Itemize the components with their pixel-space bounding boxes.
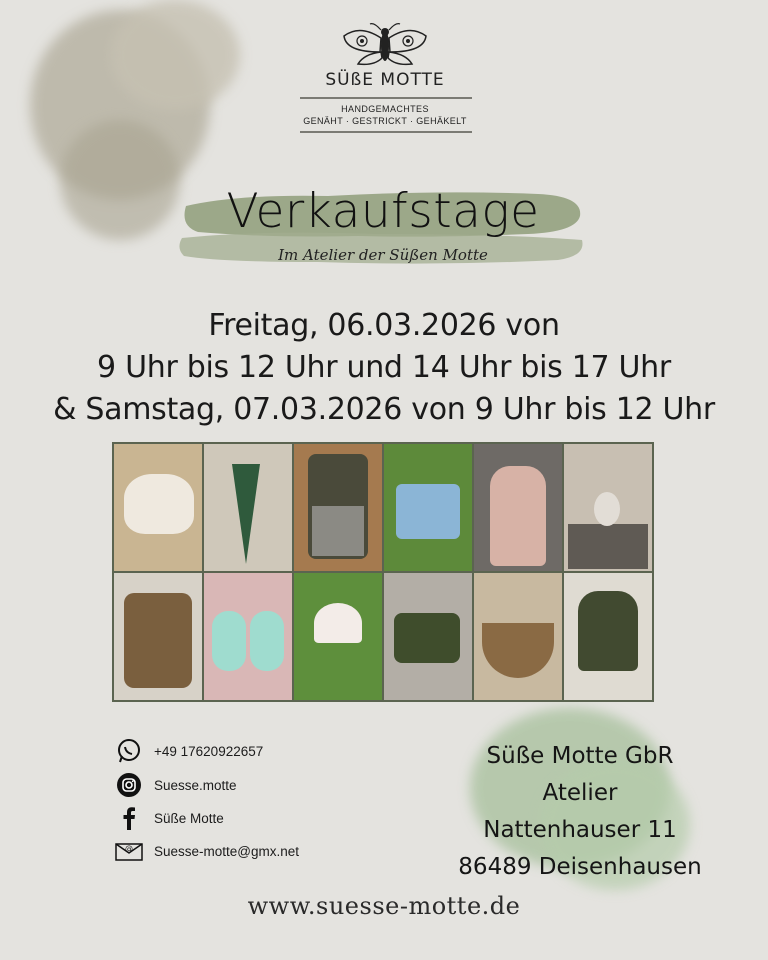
moth-logo-icon [340, 22, 430, 68]
contact-phone-text: +49 17620922657 [154, 743, 264, 759]
logo-divider-bottom [300, 131, 472, 133]
photo-leopard-vest [114, 573, 202, 700]
headline: Verkaufstage [226, 184, 540, 239]
logo-divider-top [300, 97, 472, 99]
address-street: Nattenhauser 11 [483, 817, 677, 843]
contact-instagram[interactable] [114, 771, 237, 799]
instagram-icon [114, 771, 144, 799]
photo-vest [294, 444, 382, 571]
contact-email-text: Suesse-motte@gmx.net [154, 843, 300, 859]
date-line-1: Freitag, 06.03.2026 von [208, 308, 560, 343]
watercolor-blot-top-left-3 [60, 120, 180, 240]
whatsapp-icon [114, 737, 144, 765]
website-link[interactable]: www.suesse-motte.de [247, 892, 521, 920]
photo-baby-shoes [204, 573, 292, 700]
photo-bag-strap [384, 573, 472, 700]
brand-tagline-1: HANDGEMACHTES [341, 104, 429, 114]
mail-icon [114, 837, 144, 865]
product-photo-grid [112, 442, 654, 702]
photo-leopard-bag [474, 573, 562, 700]
contact-instagram-text: Suesse.motte [154, 777, 237, 793]
brand-tagline-2: GENÄHT · GESTRICKT · GEHÄKELT [303, 116, 467, 126]
photo-shorts [384, 444, 472, 571]
photo-bear-flags [564, 444, 652, 571]
address-atelier: Atelier [542, 780, 618, 806]
address-company: Süße Motte GbR [486, 743, 674, 769]
svg-text:@: @ [125, 844, 133, 853]
brand-logo [300, 22, 470, 133]
photo-green-jacket [564, 573, 652, 700]
watercolor-blot-top-left-2 [110, 0, 240, 110]
date-line-2: 9 Uhr bis 12 Uhr und 14 Uhr bis 17 Uhr [97, 350, 671, 385]
photo-sun-hat [294, 573, 382, 700]
address-block [440, 738, 720, 886]
date-line-3: & Samstag, 07.03.2026 von 9 Uhr bis 12 Uhr [53, 392, 715, 427]
subheadline: Im Atelier der Süßen Motte [278, 246, 488, 264]
photo-hat-basket [114, 444, 202, 571]
address-city: 86489 Deisenhausen [458, 854, 702, 880]
facebook-icon [114, 804, 144, 832]
brand-name: SÜßE MOTTE [325, 70, 445, 90]
contact-whatsapp[interactable] [114, 737, 263, 765]
contact-facebook-text: Süße Motte [154, 810, 224, 826]
photo-school-cone [204, 444, 292, 571]
photo-dress [474, 444, 562, 571]
contact-facebook[interactable] [114, 804, 224, 832]
contact-email[interactable] [114, 837, 299, 865]
